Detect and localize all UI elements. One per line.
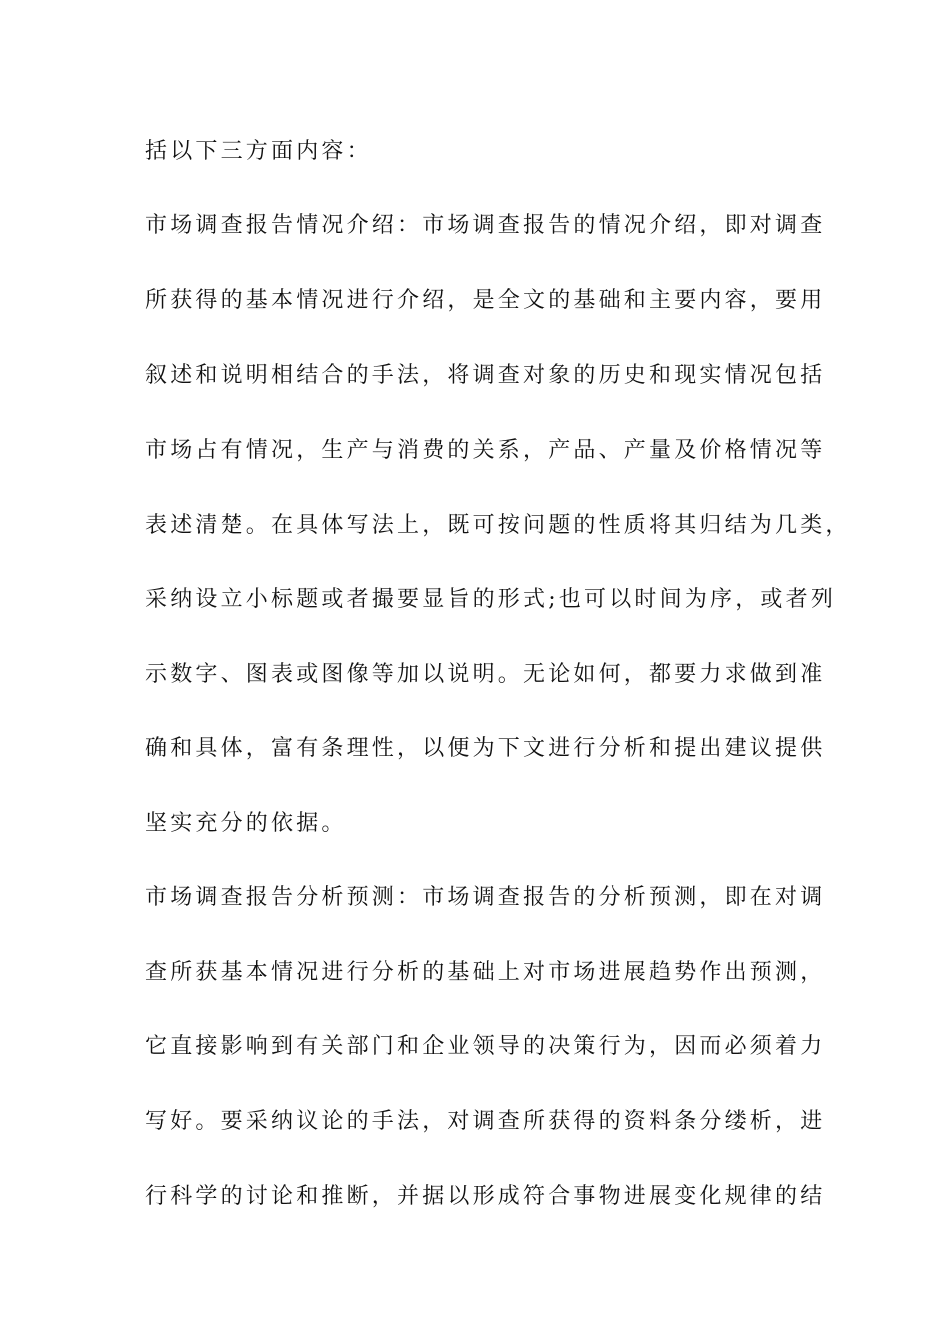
text-line: 市场占有情况，生产与消费的关系，产品、产量及价格情况等 xyxy=(145,438,826,463)
text-line: 查所获基本情况进行分析的基础上对市场进展趋势作出预测， xyxy=(145,960,826,985)
text-line: 括以下三方面内容： xyxy=(145,139,372,164)
text-line: 写好。要采纳议论的手法，对调查所获得的资料条分缕析，进 xyxy=(145,1109,826,1134)
text-line: 坚实充分的依据。 xyxy=(145,811,347,836)
text-line: 叙述和说明相结合的手法，将调查对象的历史和现实情况包括 xyxy=(145,363,826,388)
text-line: 采纳设立小标题或者撮要显旨的形式;也可以时间为序，或者列 xyxy=(145,587,837,612)
text-line: 市场调查报告情况介绍：市场调查报告的情况介绍，即对调查 xyxy=(145,213,826,238)
text-line: 示数字、图表或图像等加以说明。无论如何，都要力求做到准 xyxy=(145,662,826,687)
text-line: 它直接影响到有关部门和企业领导的决策行为，因而必须着力 xyxy=(145,1034,826,1059)
text-line: 表述清楚。在具体写法上，既可按问题的性质将其归结为几类， xyxy=(145,513,851,538)
text-line: 确和具体，富有条理性，以便为下文进行分析和提出建议提供 xyxy=(145,736,826,761)
text-line: 市场调查报告分析预测：市场调查报告的分析预测，即在对调 xyxy=(145,885,826,910)
text-line: 行科学的讨论和推断，并据以形成符合事物进展变化规律的结 xyxy=(145,1184,826,1209)
text-line: 所获得的基本情况进行介绍，是全文的基础和主要内容，要用 xyxy=(145,288,826,313)
